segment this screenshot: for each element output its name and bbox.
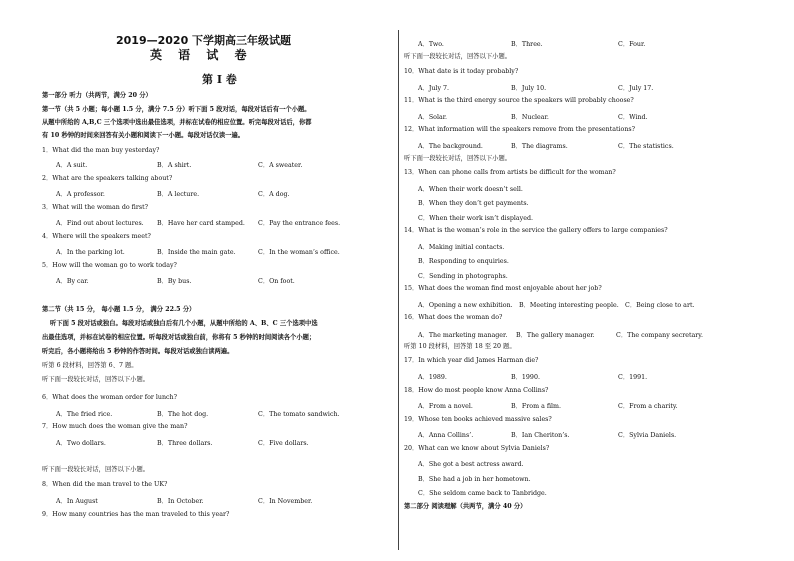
option-a[interactable]: A．Solar. (418, 114, 448, 121)
material-note: 听第 10 段材料，回答第 18 至 20 题。 (404, 343, 516, 350)
option-a[interactable]: A．From a novel. (418, 403, 473, 410)
option-a[interactable]: A．Making initial contacts. (418, 244, 505, 251)
question-5: 5．How will the woman go to work today? (42, 262, 177, 269)
option-a[interactable]: A．A professor. (56, 191, 105, 198)
question-13: 13．When can phone calls from artists be difficult for the woman? (404, 169, 616, 176)
section2-instruction-line: 出最佳选项，并标在试卷的相应位置。听每段对话或独白前，你将有 5 秒钟的时间阅读各个小题； (42, 334, 316, 341)
option-b[interactable]: B．Meeting interesting people. (519, 302, 619, 309)
question-17: 17．In which year did James Harman die? (404, 357, 539, 364)
option-a[interactable]: A．July 7. (418, 85, 450, 92)
option-c[interactable]: C．Five dollars. (258, 440, 309, 447)
option-a[interactable]: A．Two dollars. (56, 440, 106, 447)
question-7: 7．How much does the woman give the man? (42, 423, 188, 430)
question-15: 15．What does the woman find most enjoyable about her job? (404, 285, 602, 292)
option-c[interactable]: C．Sylvia Daniels. (618, 432, 677, 439)
part2-heading: 第二部分 阅读理解（共两节，满分 40 分） (404, 503, 527, 510)
volume-title: 第 I 卷 (202, 73, 237, 86)
exam-title: 2019—2020 下学期高三年级试题 (116, 34, 292, 47)
question-20: 20．What can we know about Sylvia Daniels? (404, 445, 550, 452)
material-note: 听下面一段较长对话，回答以下小题。 (404, 155, 512, 162)
option-a[interactable]: A．Two. (418, 41, 444, 48)
section2-instruction-line: 听完后，各小题将给出 5 秒钟的作答时间。每段对话或独白读两遍。 (42, 348, 234, 355)
option-c[interactable]: C．Wind. (618, 114, 648, 121)
option-c[interactable]: C．Being close to art. (625, 302, 695, 309)
option-a[interactable]: A．1989. (418, 374, 447, 381)
question-6: 6．What does the woman order for lunch? (42, 394, 177, 401)
option-a[interactable]: A．Find out about lectures. (56, 220, 144, 227)
option-b[interactable]: B．From a film. (511, 403, 562, 410)
option-a[interactable]: A．By car. (56, 278, 89, 285)
option-b[interactable]: B．When they don’t get payments. (418, 200, 529, 207)
option-c[interactable]: C．July 17. (618, 85, 654, 92)
column-divider (398, 30, 399, 550)
option-c[interactable]: C．The company secretary. (616, 332, 704, 339)
question-8: 8．When did the man travel to the UK? (42, 481, 168, 488)
option-b[interactable]: B．Nuclear. (511, 114, 549, 121)
question-14: 14．What is the woman’s role in the service the gallery offers to large companies? (404, 227, 668, 234)
option-b[interactable]: B．1990. (511, 374, 540, 381)
option-b[interactable]: B．Three. (511, 41, 543, 48)
question-10: 10．What date is it today probably? (404, 68, 519, 75)
subject-title: 英 语 试 卷 (150, 48, 253, 62)
option-c[interactable]: C．She seldom came back to Tanbridge. (418, 490, 547, 497)
section1-instruction-line: 从题中所给的 A,B,C 三个选项中选出最佳选项，并标在试卷的相应位置。听完每段对话后，你都 (42, 119, 312, 126)
option-c[interactable]: C．A sweater. (258, 162, 303, 169)
option-c[interactable]: C．In the woman’s office. (258, 249, 340, 256)
question-16: 16．What does the woman do? (404, 314, 503, 321)
option-c[interactable]: C．The tomato sandwich. (258, 411, 340, 418)
option-c[interactable]: C．In November. (258, 498, 313, 505)
option-b[interactable]: B．Have her card stamped. (157, 220, 245, 227)
material-note: 听下面一段较长对话，回答以下小题。 (42, 376, 150, 383)
option-a[interactable]: A．A suit. (56, 162, 88, 169)
question-12: 12．What information will the speakers remove from the presentations? (404, 126, 635, 133)
option-c[interactable]: C．On foot. (258, 278, 295, 285)
section2-heading: 第二节（共 15 分， 每小题 1.5 分， 满分 22.5 分） (42, 306, 196, 313)
option-b[interactable]: B．Inside the main gate. (157, 249, 236, 256)
question-1: 1．What did the man buy yesterday? (42, 147, 160, 154)
option-b[interactable]: B．She had a job in her hometown. (418, 476, 531, 483)
option-a[interactable]: A．The background. (418, 143, 483, 150)
option-a[interactable]: A．The marketing manager. (418, 332, 508, 339)
question-4: 4．Where will the speakers meet? (42, 233, 151, 240)
option-a[interactable]: A．In the parking lot. (56, 249, 125, 256)
option-b[interactable]: B．By bus. (157, 278, 192, 285)
option-c[interactable]: C．1991. (618, 374, 648, 381)
option-a[interactable]: A．She got a best actress award. (418, 461, 524, 468)
option-a[interactable]: A．Anna Collins’. (418, 432, 474, 439)
option-c[interactable]: C．When their work isn’t displayed. (418, 215, 533, 222)
option-c[interactable]: C．From a charity. (618, 403, 678, 410)
option-b[interactable]: B．A lecture. (157, 191, 200, 198)
option-c[interactable]: C．A dog. (258, 191, 290, 198)
material-note: 听下面一段较长对话，回答以下小题。 (42, 466, 150, 473)
option-a[interactable]: A．In August (56, 498, 98, 505)
option-a[interactable]: A．When their work doesn’t sell. (418, 186, 523, 193)
question-3: 3．What will the woman do first? (42, 204, 148, 211)
option-b[interactable]: B．Responding to enquiries. (418, 258, 509, 265)
section1-instruction-line: 第一节（共 5 小题；每小题 1.5 分，满分 7.5 分）听下面 5 段对话，每段对话后有一个小题。 (42, 106, 311, 113)
material-note: 听下面一段较长对话，回答以下小题。 (404, 53, 512, 60)
option-a[interactable]: A．Opening a new exhibition. (418, 302, 513, 309)
question-19: 19．Whose ten books achieved massive sales? (404, 416, 552, 423)
option-c[interactable]: C．Four. (618, 41, 646, 48)
option-b[interactable]: B．The gallery manager. (516, 332, 595, 339)
option-c[interactable]: C．Sending in photographs. (418, 273, 508, 280)
option-b[interactable]: B．July 10. (511, 85, 547, 92)
option-b[interactable]: B．Ian Cheriton’s. (511, 432, 570, 439)
question-2: 2．What are the speakers talking about? (42, 175, 173, 182)
question-18: 18．How do most people know Anna Collins? (404, 387, 549, 394)
material-note: 听第 6 段材料，回答第 6、7 题。 (42, 362, 138, 369)
option-c[interactable]: C．The statistics. (618, 143, 674, 150)
option-b[interactable]: B．The hot dog. (157, 411, 209, 418)
option-b[interactable]: B．In October. (157, 498, 204, 505)
part1-heading: 第一部分 听力（共两节，满分 20 分） (42, 92, 152, 99)
option-b[interactable]: B．The diagrams. (511, 143, 568, 150)
option-c[interactable]: C．Pay the entrance fees. (258, 220, 341, 227)
question-11: 11．What is the third energy source the speakers will probably choose? (404, 97, 634, 104)
option-b[interactable]: B．Three dollars. (157, 440, 213, 447)
question-9: 9．How many countries has the man traveled to this year? (42, 511, 230, 518)
section2-instruction-line: 听下面 5 段对话或独白。每段对话或独白后有几个小题，从题中所给的 A、B、C 三个选项中选 (50, 320, 318, 327)
option-b[interactable]: B．A shirt. (157, 162, 192, 169)
section1-instruction-line: 有 10 秒钟的时间来回答有关小题和阅读下一小题。每段对话仅读一遍。 (42, 132, 245, 139)
option-a[interactable]: A．The fried rice. (56, 411, 113, 418)
